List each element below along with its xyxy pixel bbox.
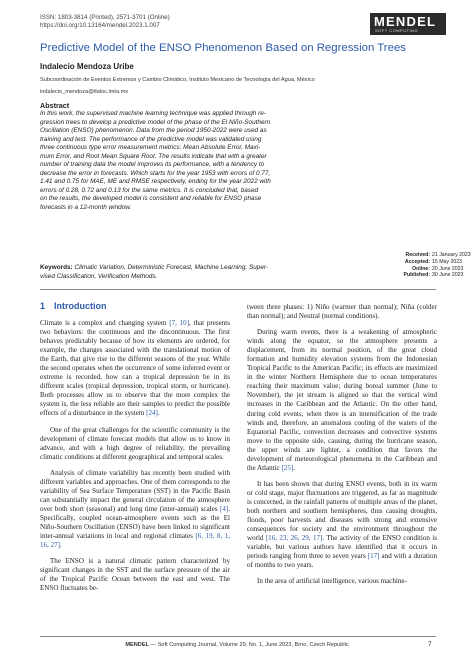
- paragraph: [247, 303, 437, 321]
- paragraph: [40, 426, 230, 462]
- abstract-line: mum Error, and Root Mean Square Root. The results indicate that with a greater: [40, 152, 267, 160]
- dates-labels: [384, 252, 430, 279]
- paragraph: [40, 469, 230, 550]
- citation-link[interactable]: [4]: [220, 504, 229, 513]
- paragraph-text: .: [59, 541, 62, 550]
- doi-link[interactable]: https://doi.org/10.13164/mendel.2023.1.007: [40, 22, 160, 29]
- abstract-line: decrease the error in forecasts. Which starts for the year 1953 with errors of 0.77,: [40, 169, 271, 177]
- citation-link[interactable]: [7, 10]: [169, 319, 190, 327]
- accepted-label: Accepted:: [404, 258, 430, 265]
- abstract-line: Oscillation (ENSO) phenomenon. Data from the period 1950-2022 were used as: [40, 127, 267, 134]
- footer-journal: MENDEL: [125, 642, 149, 648]
- abstract-line: forecasts in a 12-month window.: [40, 203, 132, 211]
- paper-title: Predictive Model of the ENSO Phenomenon Based on Regression Trees: [40, 42, 406, 54]
- paragraph-text: . The activity of the ENSO condition is variable, but various authors have identified that it occurs in periods ranging from three to seven years: [247, 534, 437, 561]
- footer: [0, 642, 474, 648]
- abstract-body: [40, 110, 376, 212]
- logo-name: MENDEL: [374, 14, 437, 29]
- paragraph-text: .: [157, 409, 160, 418]
- divider: [40, 289, 436, 290]
- footer-divider: [40, 636, 436, 637]
- keywords: [40, 264, 376, 281]
- accepted-date: 15 May 2023: [432, 258, 462, 265]
- citation-link[interactable]: [6, 19, 8, 1, 16, 27]: [40, 532, 230, 550]
- section-title: Introduction: [54, 301, 107, 311]
- received-date: 21 January 2023: [432, 252, 471, 258]
- paragraph: [247, 328, 437, 473]
- abstract-line: 1.41 and 0.75 for MAE, ME and RMSE respectively, ending for the year 2022 with: [40, 178, 271, 185]
- paragraph-text: . Specifically, coupled ocean-atmosphere events such as the El Niño-Southern Oscillation (ENSO) have been linked to significant inter-annual variations in local and regional climates: [40, 504, 230, 541]
- paragraph-text: In the area of artificial intelligence, various machine-: [257, 577, 407, 586]
- abstract-line: errors of 0.28, 0.72 and 0.13 for the same metrics. It is concluded that, based: [40, 186, 259, 194]
- published-label: Published:: [403, 272, 430, 279]
- author-email[interactable]: indalecio_mendoza@tlaloc.imta.mx: [40, 89, 129, 95]
- abstract-line: In this work, the supervised machine learning technique was applied through re-: [40, 110, 266, 117]
- keywords-line-1: Climatic Variation, Deterministic Forecast, Machine Learning, Super-: [74, 264, 269, 271]
- paragraph-text: It has been shown that during ENSO events, both in its warm or cold stage, major fluctuations are triggered, as far as magnitude is concerned, in the rainfall patterns of multiple areas of the planet, both northern and southern hemispheres, thus causing droughts, floods, poor harvests and diseases with strong and extensive consequences for society and the environment throughout the world: [247, 479, 437, 543]
- citation-link[interactable]: [24]: [146, 409, 158, 418]
- abstract-line: three continuous type error measurement metrics: Mean Absolute Error, Maxi-: [40, 144, 261, 151]
- logo-subtitle: SOFT COMPUTING: [375, 28, 419, 33]
- online-label: Online:: [412, 265, 430, 272]
- paragraph-text: and with a duration of months to two years.: [247, 552, 437, 570]
- published-date: 30 June 2023: [432, 272, 464, 279]
- paragraph-text: .: [293, 463, 295, 472]
- keywords-label: Keywords:: [40, 264, 73, 271]
- paragraph-text: tween three phases: 1) Niño (warmer than normal); Niña (colder than normal); and Neutral (normal conditions).: [247, 303, 437, 321]
- online-date: 20 June 2023: [432, 265, 464, 272]
- citation-link[interactable]: [25]: [281, 463, 294, 472]
- author-name: Indalecio Mendoza Uribe: [40, 62, 134, 71]
- abstract-line: gression trees to develop a predictive model of the phase of the El Niño-Southern: [40, 118, 271, 126]
- section-number: 1: [40, 301, 46, 311]
- right-column: [247, 303, 437, 586]
- paragraph-text: During warm events, there is a weakening of atmospheric winds along the equator, so the atmosphere presents a displacement, from its normal position, of the great cloud formation and humidity elevation systems from the Indonesian Tropical Pacific to the American Pacific; its effects are maximized in the winter Northern Hemisphere due to ocean temperatures reaching their maximum value; during boreal summer (June to November), the jet stream is aligned so that the vertical wind increases in the Caribbean and the Atlantic. On the other hand, during cold events, when there is an intensification of the trade winds and, therefore, an anomalous cooling of the waters of the Equatorial Pacific, convection decreases and convective systems move to the opposite side, causing, during the hurricane season, the upper winds are lighter, a condition that favors the development of meteorological phenomena in the Caribbean and the Atlantic: [247, 328, 437, 472]
- footer-text: — Soft Computing Journal, Volume 29, No. 1, June 2023, Brno, Czech Republic: [149, 642, 349, 648]
- page-number: 7: [428, 641, 432, 648]
- section-heading: [40, 301, 107, 311]
- issn-text: ISSN: 1803-3814 (Printed), 2571-3701 (Online): [40, 14, 170, 21]
- paragraph: [247, 480, 437, 570]
- mendel-logo: [370, 13, 446, 35]
- paragraph: [40, 557, 230, 593]
- paragraph: [40, 319, 230, 419]
- author-affiliation: Subcoordinación de Eventos Extremos y Cambio Climático, Instituto Mexicano de Tecnología del Agua, México: [40, 77, 315, 83]
- paragraph: [247, 577, 437, 586]
- abstract-line: training and test. The performance of the predictive model was validated using: [40, 135, 262, 143]
- paragraph-text: Climate is a complex and changing system: [40, 319, 170, 327]
- abstract-line: number of training data the model improves its performance, with a tendency to: [40, 161, 265, 168]
- abstract-line: on the results, the developed model is consistent and reliable for ENSO phase: [40, 195, 262, 202]
- dates-values: [432, 252, 471, 279]
- keywords-line-2: vised Classification, Verification Methods.: [40, 272, 158, 280]
- paragraph-text: Analysis of climate variability has recently been studied with different variables and approaches. One of them corresponds to the variability of Sea Surface Temperature (SST) in the Pacific Basin can substantially impact the general circulation of the atmosphere over both short (seasonal) and long time (inter-annual) scales: [40, 468, 230, 513]
- left-column: [40, 319, 230, 593]
- paragraph-text: The ENSO is a natural climatic pattern characterized by significant changes in the SST and the surface pressure of the air of the Tropical Pacific Ocean between the east and west. The ENSO fluctuates be-: [40, 557, 230, 593]
- citation-link[interactable]: [17]: [367, 552, 380, 561]
- citation-link[interactable]: [16, 23, 26, 29, 17]: [265, 534, 323, 543]
- paragraph-text: One of the great challenges for the scientific community is the development of climate forecast models that allow us to know in advance, and with a high degree of reliability, the prevailing climatic conditions at different geographical and temporal scales.: [40, 425, 230, 461]
- received-label: Received:: [405, 252, 430, 258]
- abstract-heading: Abstract: [40, 101, 70, 110]
- paragraph-text: , that presents two behaviors: the continuous and the discontinuous. The first behaves predictably because of how its elements are ordered, for example, the changes associated with the translational motion of the Earth, that give rise to the different seasons of the year. While the second operates when the occurrence of some inferred event or extreme is recorded, how can a tropical depression be in its different scales (tropical depression, tropical storm, or hurricane). Both processes allow us to observe that the more complex the system is, the less reliable are their samples to predict the possible effects of a disturbance in the system: [40, 319, 230, 418]
- journal-meta: [40, 14, 170, 30]
